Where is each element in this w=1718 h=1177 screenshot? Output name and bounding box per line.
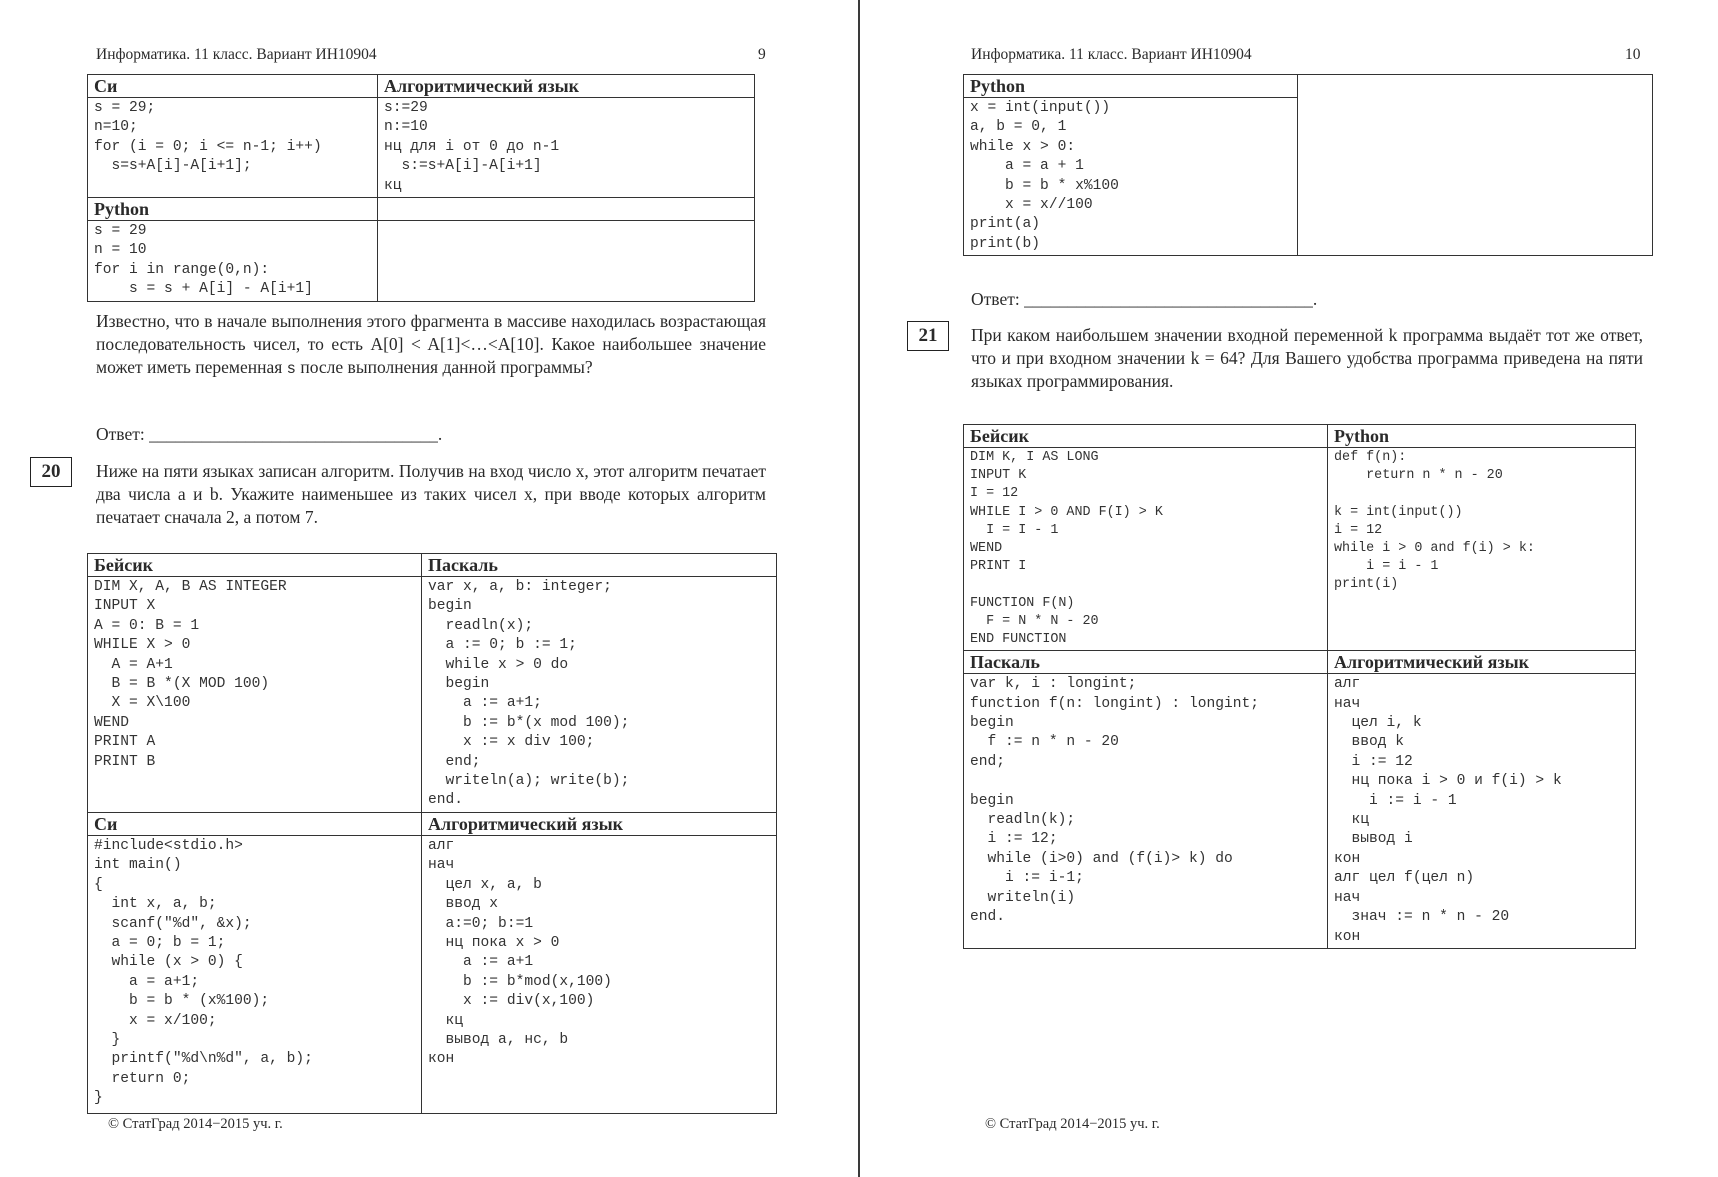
- right-page-header: Информатика. 11 класс. Вариант ИН10904: [971, 46, 1252, 63]
- c-title: Си: [88, 75, 378, 98]
- answer-20: [971, 289, 1317, 310]
- answer-line: _________________________________.: [149, 424, 443, 444]
- task19-code-table: [87, 74, 755, 302]
- right-footer: © СтатГрад 2014−2015 уч. г.: [985, 1116, 1160, 1132]
- left-page-header: Информатика. 11 класс. Вариант ИН10904: [96, 46, 377, 63]
- pascal-code: var x, a, b: integer; begin readln(x); a := 0; b := 1; while x > 0 do begin a := a+1; b := b*(x mod 100); x := x div 100; end; writeln(a); write(b); end.: [428, 579, 630, 809]
- alg-code-3: алг нач цел i, k ввод k i := 12 нц пока i > 0 и f(i) > k i := i - 1 кц вывод i кон алг цел f(цел n) нач знач := n * n - 20 кон: [1334, 676, 1562, 945]
- task19-text-part1: Известно, что в начале выполнения этого фрагмента в массиве находилась возрастающая последовательность чисел, то есть A[0] < A[1]<…<A[10]. Какое наибольшее значение может иметь переменная: [96, 311, 766, 377]
- right-page-number: 10: [1625, 46, 1641, 63]
- pascal-title: Паскаль: [422, 554, 777, 577]
- answer-line-2: _________________________________.: [1024, 289, 1318, 309]
- basic-title: Бейсик: [88, 554, 422, 577]
- task20-text: Ниже на пяти языках записан алгоритм. Получив на вход число x, этот алгоритм печатает два числа a и b. Укажите наименьшее из таких чисел x, при вводе которых алгоритм печатает сначала 2, а потом 7.: [96, 461, 766, 527]
- c-code: s = 29; n=10; for (i = 0; i <= n-1; i++) s=s+A[i]-A[i+1];: [94, 100, 322, 175]
- pascal-title-2: Паскаль: [964, 651, 1328, 674]
- task19-text: [96, 310, 766, 381]
- task-number-21: 21: [907, 321, 949, 351]
- left-page-number: 9: [758, 46, 766, 63]
- answer-label-2: Ответ:: [971, 289, 1025, 309]
- alg-code-2: алг нач цел x, a, b ввод x a:=0; b:=1 нц пока x > 0 a := a+1 b := b*mod(x,100) x := div(x,100) кц вывод a, нс, b кон: [428, 837, 612, 1068]
- python-title-3: Python: [1328, 425, 1636, 448]
- basic-code: DIM X, A, B AS INTEGER INPUT X A = 0: B = 1 WHILE X > 0 A = A+1 B = B *(X MOD 100) X = X\100 WEND PRINT A PRINT B: [94, 579, 287, 770]
- task21-text: При каком наибольшем значении входной переменной k программа выдаёт тот же ответ, что и при входном значении k = 64? Для Вашего удобства программа приведена на пяти языках программирования.: [971, 325, 1643, 391]
- answer-19: [96, 424, 442, 445]
- task20-python-table: [963, 74, 1653, 256]
- c-title-2: Си: [88, 812, 422, 835]
- task21-code-table: [963, 424, 1636, 949]
- task19-var: s: [286, 360, 296, 378]
- python-code-3: def f(n): return n * n - 20 k = int(input()) i = 12 while i > 0 and f(i) > k: i = i - 1 print(i): [1334, 450, 1535, 593]
- python-title-2: Python: [964, 75, 1298, 98]
- task-number-20: 20: [30, 457, 72, 487]
- page-divider: [858, 0, 860, 1177]
- python-code: s = 29 n = 10 for i in range(0,n): s = s + A[i] - A[i+1]: [94, 223, 313, 298]
- python-title: Python: [88, 198, 378, 221]
- alg-title-3: Алгоритмический язык: [1328, 651, 1636, 674]
- basic-title-2: Бейсик: [964, 425, 1328, 448]
- answer-label: Ответ:: [96, 424, 150, 444]
- alg-code: s:=29 n:=10 нц для i от 0 до n-1 s:=s+A[i]-A[i+1] кц: [384, 100, 560, 194]
- left-footer: © СтатГрад 2014−2015 уч. г.: [108, 1116, 283, 1132]
- pascal-code-2: var k, i : longint; function f(n: longint) : longint; begin f := n * n - 20 end; begin readln(k); i := 12; while (i>0) and (f(i)> k) do i := i-1; writeln(i) end.: [970, 676, 1260, 926]
- alg-title-2: Алгоритмический язык: [422, 812, 777, 835]
- python-code-2: x = int(input()) a, b = 0, 1 while x > 0: a = a + 1 b = b * x%100 x = x//100 print(a) print(b): [970, 100, 1119, 252]
- task19-text-part2: после выполнения данной программы?: [300, 357, 593, 377]
- basic-code-2: DIM K, I AS LONG INPUT K I = 12 WHILE I > 0 AND F(I) > K I = I - 1 WEND PRINT I FUNCTION F(N) F = N * N - 20 END FUNCTION: [970, 450, 1163, 648]
- alg-title: Алгоритмический язык: [378, 75, 755, 98]
- c-code-2: #include<stdio.h> int main() { int x, a, b; scanf("%d", &x); a = 0; b = 1; while (x > 0) { a = a+1; b = b * (x%100); x = x/100; } printf("%d\n%d", a, b); return 0; }: [94, 837, 313, 1107]
- task20-code-table: [87, 553, 777, 1114]
